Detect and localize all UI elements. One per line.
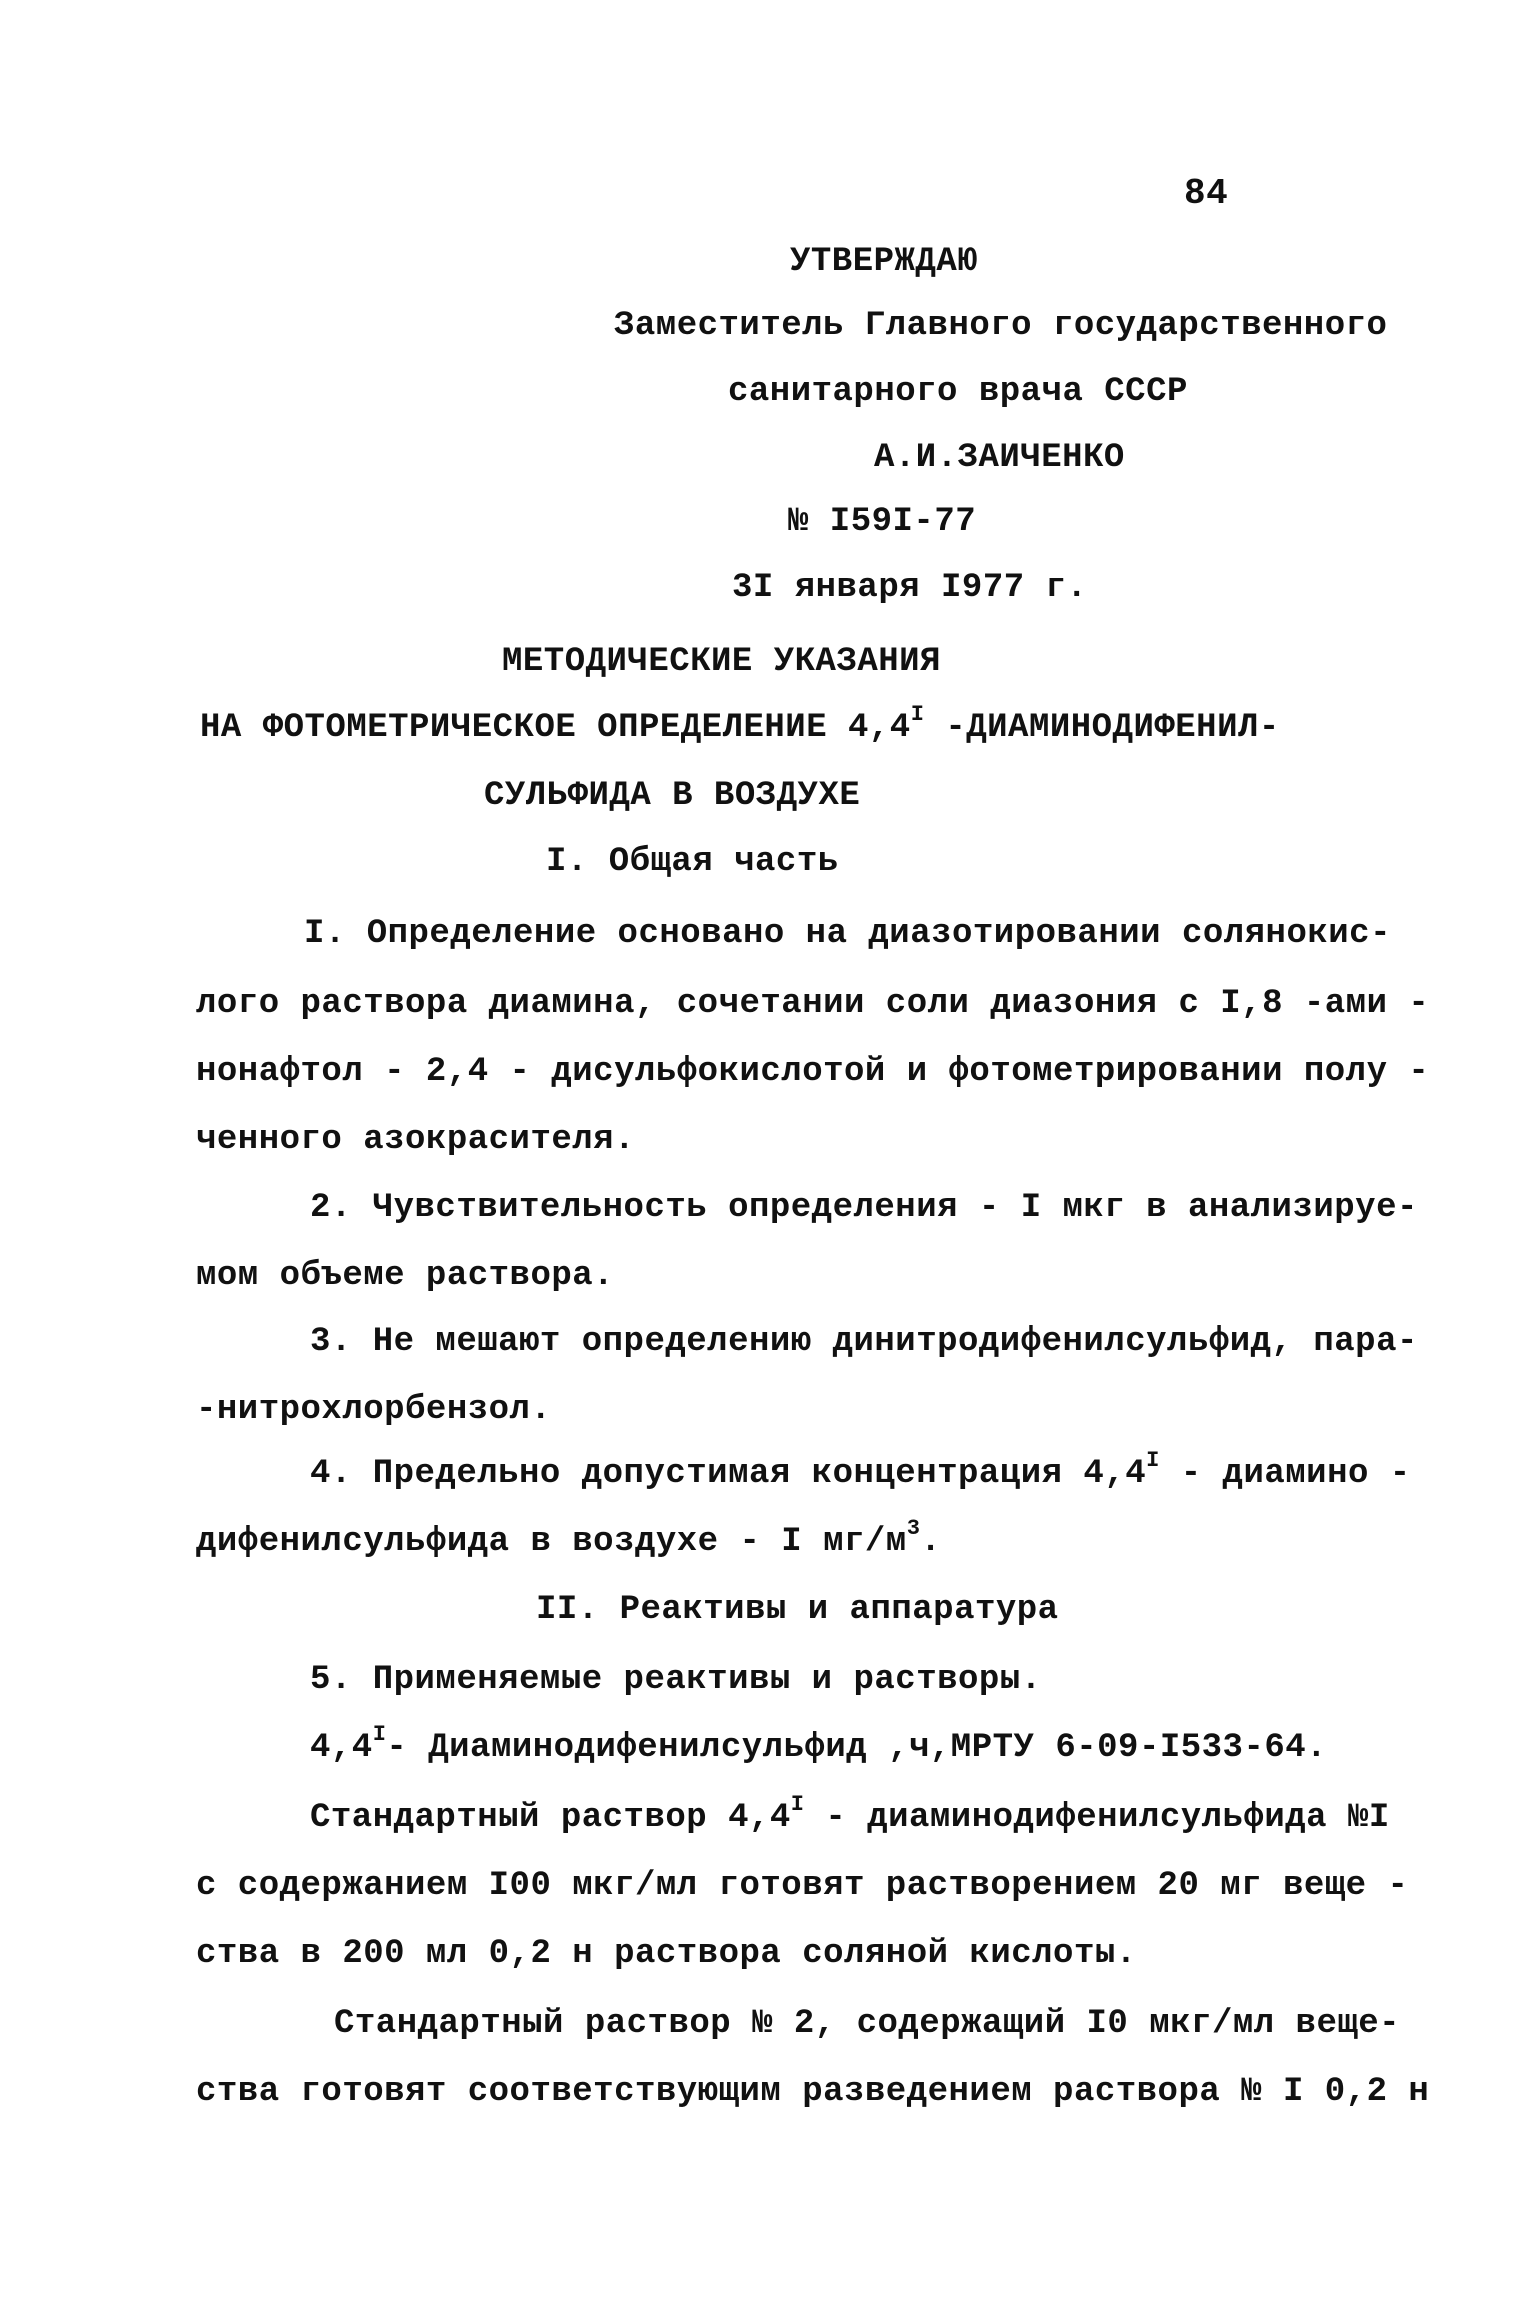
approval-number: № I59I-77 [788, 503, 977, 541]
p5-line1: 5. Применяемые реактивы и растворы. [310, 1661, 1042, 1699]
p3-line1: 3. Не мешают определению динитродифенилсульфид, пара- [310, 1323, 1418, 1361]
approval-title: УТВЕРЖДАЮ [790, 243, 979, 281]
doc-title-line2: НА ФОТОМЕТРИЧЕСКОЕ ОПРЕДЕЛЕНИЕ $4,4^I$ -ДИАМИНОДИФЕНИЛ- [200, 701, 1280, 747]
approval-position-line1: Заместитель Главного государственного [614, 307, 1388, 345]
p1-line1: I. Определение основано на диазотировании солянокис- [304, 915, 1391, 953]
p5-line2: $4,4^I-$ Диаминодифенилсульфид ,ч,МРТУ 6-09-I533-64. [310, 1721, 1328, 1767]
doc-title-line3: СУЛЬФИДА В ВОЗДУХЕ [484, 777, 861, 815]
approval-date: 3I января I977 г. [732, 569, 1088, 607]
section2-heading: II. Реактивы и аппаратура [536, 1591, 1059, 1629]
p3-line2: -нитрохлорбензол. [196, 1391, 552, 1429]
p1-line3: нонафтол - 2,4 - дисульфокислотой и фотометрировании полу - [196, 1053, 1430, 1091]
p7-line2: ства готовят соответствующим разведением раствора № I 0,2 н [196, 2073, 1430, 2111]
section1-heading: I. Общая часть [546, 843, 839, 881]
p4-line2: дифенилсульфида в воздухе - I $мг/м^3$. [196, 1515, 942, 1561]
p6-line1: Стандартный раствор $4,4^I$ - диаминодифенилсульфида №I [310, 1791, 1390, 1837]
p1-line2: лого раствора диамина, сочетании соли диазония с I,8 -ами - [196, 985, 1430, 1023]
approval-name: А.И.ЗАИЧЕНКО [874, 439, 1125, 477]
p7-line1: Стандартный раствор № 2, содержащий I0 мкг/мл веще- [334, 2005, 1401, 2043]
p2-line2: мом объеме раствора. [196, 1257, 615, 1295]
p1-line4: ченного азокрасителя. [196, 1121, 635, 1159]
approval-position-line2: санитарного врача СССР [728, 373, 1188, 411]
page-number: 84 [1184, 173, 1229, 214]
p6-line2: с содержанием I00 мкг/мл готовят растворением 20 мг веще - [196, 1867, 1409, 1905]
p2-line1: 2. Чувствительность определения - I мкг в анализируе- [310, 1189, 1418, 1227]
p4-line1: 4. Предельно допустимая концентрация $4,4^I$ - диамино - [310, 1447, 1411, 1493]
doc-title-line1: МЕТОДИЧЕСКИЕ УКАЗАНИЯ [502, 643, 941, 681]
p6-line3: ства в 200 мл 0,2 н раствора соляной кислоты. [196, 1935, 1137, 1973]
